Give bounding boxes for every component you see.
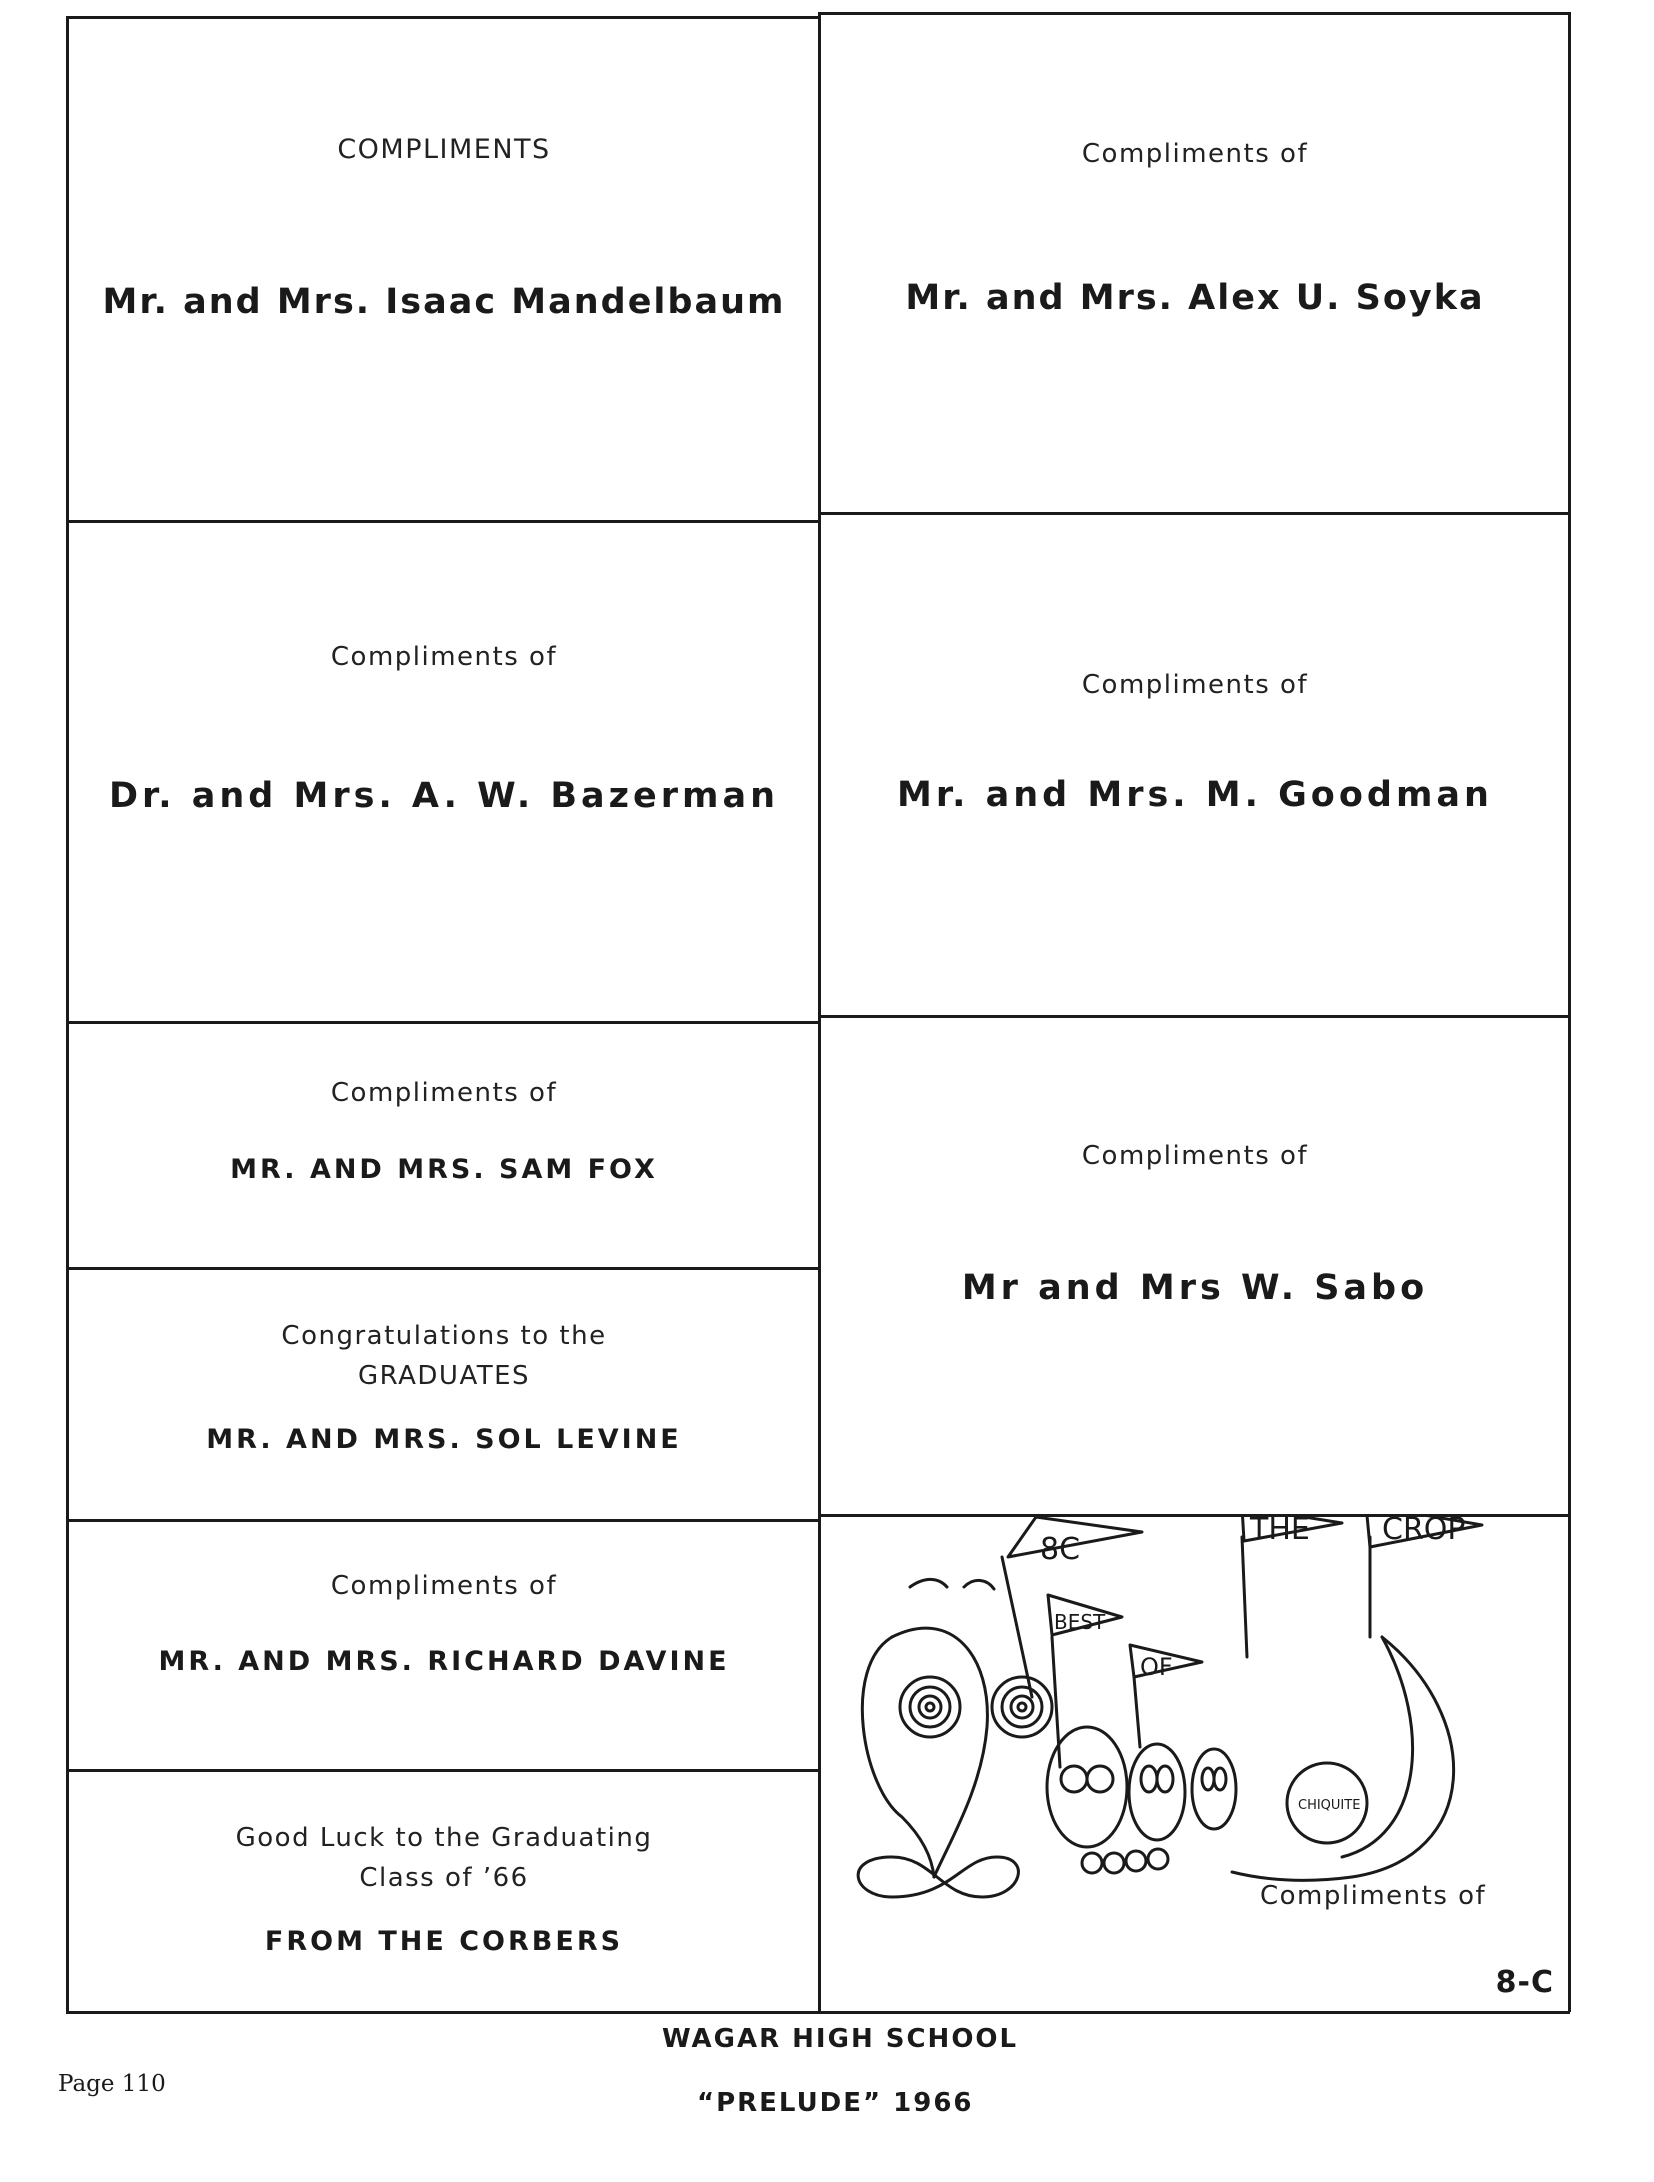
- ad-corbers: [70, 1772, 818, 2011]
- frame-top-left: [68, 16, 820, 19]
- frame-left: [66, 16, 69, 2014]
- ad-intro: COMPLIMENTS: [337, 134, 551, 165]
- ad-name: Mr. and Mrs. Alex U. Soyka: [905, 278, 1485, 318]
- pennant-label: THE: [1250, 1517, 1310, 1547]
- ad-soyka: [822, 16, 1568, 512]
- ad-levine: [70, 1270, 818, 1519]
- school-name: WAGAR HIGH SCHOOL: [662, 2024, 1019, 2054]
- ad-davine: [70, 1522, 818, 1769]
- ad-intro: Compliments of: [330, 1078, 558, 1108]
- ad-name: MR. AND MRS. SOL LEVINE: [206, 1424, 682, 1455]
- ad-line-1: Good Luck to the Graduating: [235, 1823, 653, 1853]
- frame-middle: [818, 14, 821, 2014]
- ad-intro: Compliments of: [330, 642, 558, 672]
- ad-class-8c: [822, 1517, 1568, 2011]
- ad-intro: Compliments of: [1081, 1141, 1309, 1171]
- frame-right: [1568, 12, 1571, 2012]
- frame-bottom: [68, 2011, 1570, 2014]
- ad-bazerman: [70, 523, 818, 1021]
- ad-line-1: Congratulations to the: [281, 1321, 607, 1351]
- yearbook-title: “PRELUDE” 1966: [697, 2088, 974, 2118]
- page-number: Page 110: [58, 2071, 166, 2097]
- ad-name: MR. AND MRS. RICHARD DAVINE: [158, 1646, 730, 1677]
- ad-fox: [70, 1024, 818, 1267]
- pennant-label: OF: [1140, 1653, 1173, 1681]
- pennant-label: CROP: [1382, 1517, 1466, 1547]
- ad-name: Mr. and Mrs. Isaac Mandelbaum: [102, 282, 786, 322]
- ad-goodman: [822, 515, 1568, 1015]
- ad-name: Mr and Mrs W. Sabo: [961, 1268, 1429, 1308]
- ad-intro: Compliments of: [330, 1571, 558, 1601]
- pennant-label: BEST: [1054, 1610, 1106, 1634]
- ad-name: FROM THE CORBERS: [264, 1926, 624, 1957]
- ad-line-2: Class of ’66: [359, 1863, 529, 1893]
- ad-intro: Compliments of: [1081, 670, 1309, 700]
- ad-name: Dr. and Mrs. A. W. Bazerman: [108, 776, 780, 816]
- pea-label: CHIQUITE: [1298, 1798, 1361, 1813]
- ad-name: MR. AND MRS. SAM FOX: [230, 1154, 658, 1185]
- ad-line-2: GRADUATES: [357, 1361, 531, 1391]
- ad-sabo: [822, 1018, 1568, 1514]
- ad-intro: Compliments of: [1081, 139, 1309, 169]
- class-8c-drawing: [822, 1517, 1568, 2011]
- frame-top-right: [818, 12, 1570, 15]
- ad-mandelbaum: [70, 20, 818, 520]
- ad-caption: Compliments of: [1260, 1881, 1487, 1911]
- pennant-label: 8C: [1040, 1532, 1081, 1567]
- ad-tag: 8-C: [1495, 1965, 1554, 2000]
- ad-name: Mr. and Mrs. M. Goodman: [897, 775, 1493, 815]
